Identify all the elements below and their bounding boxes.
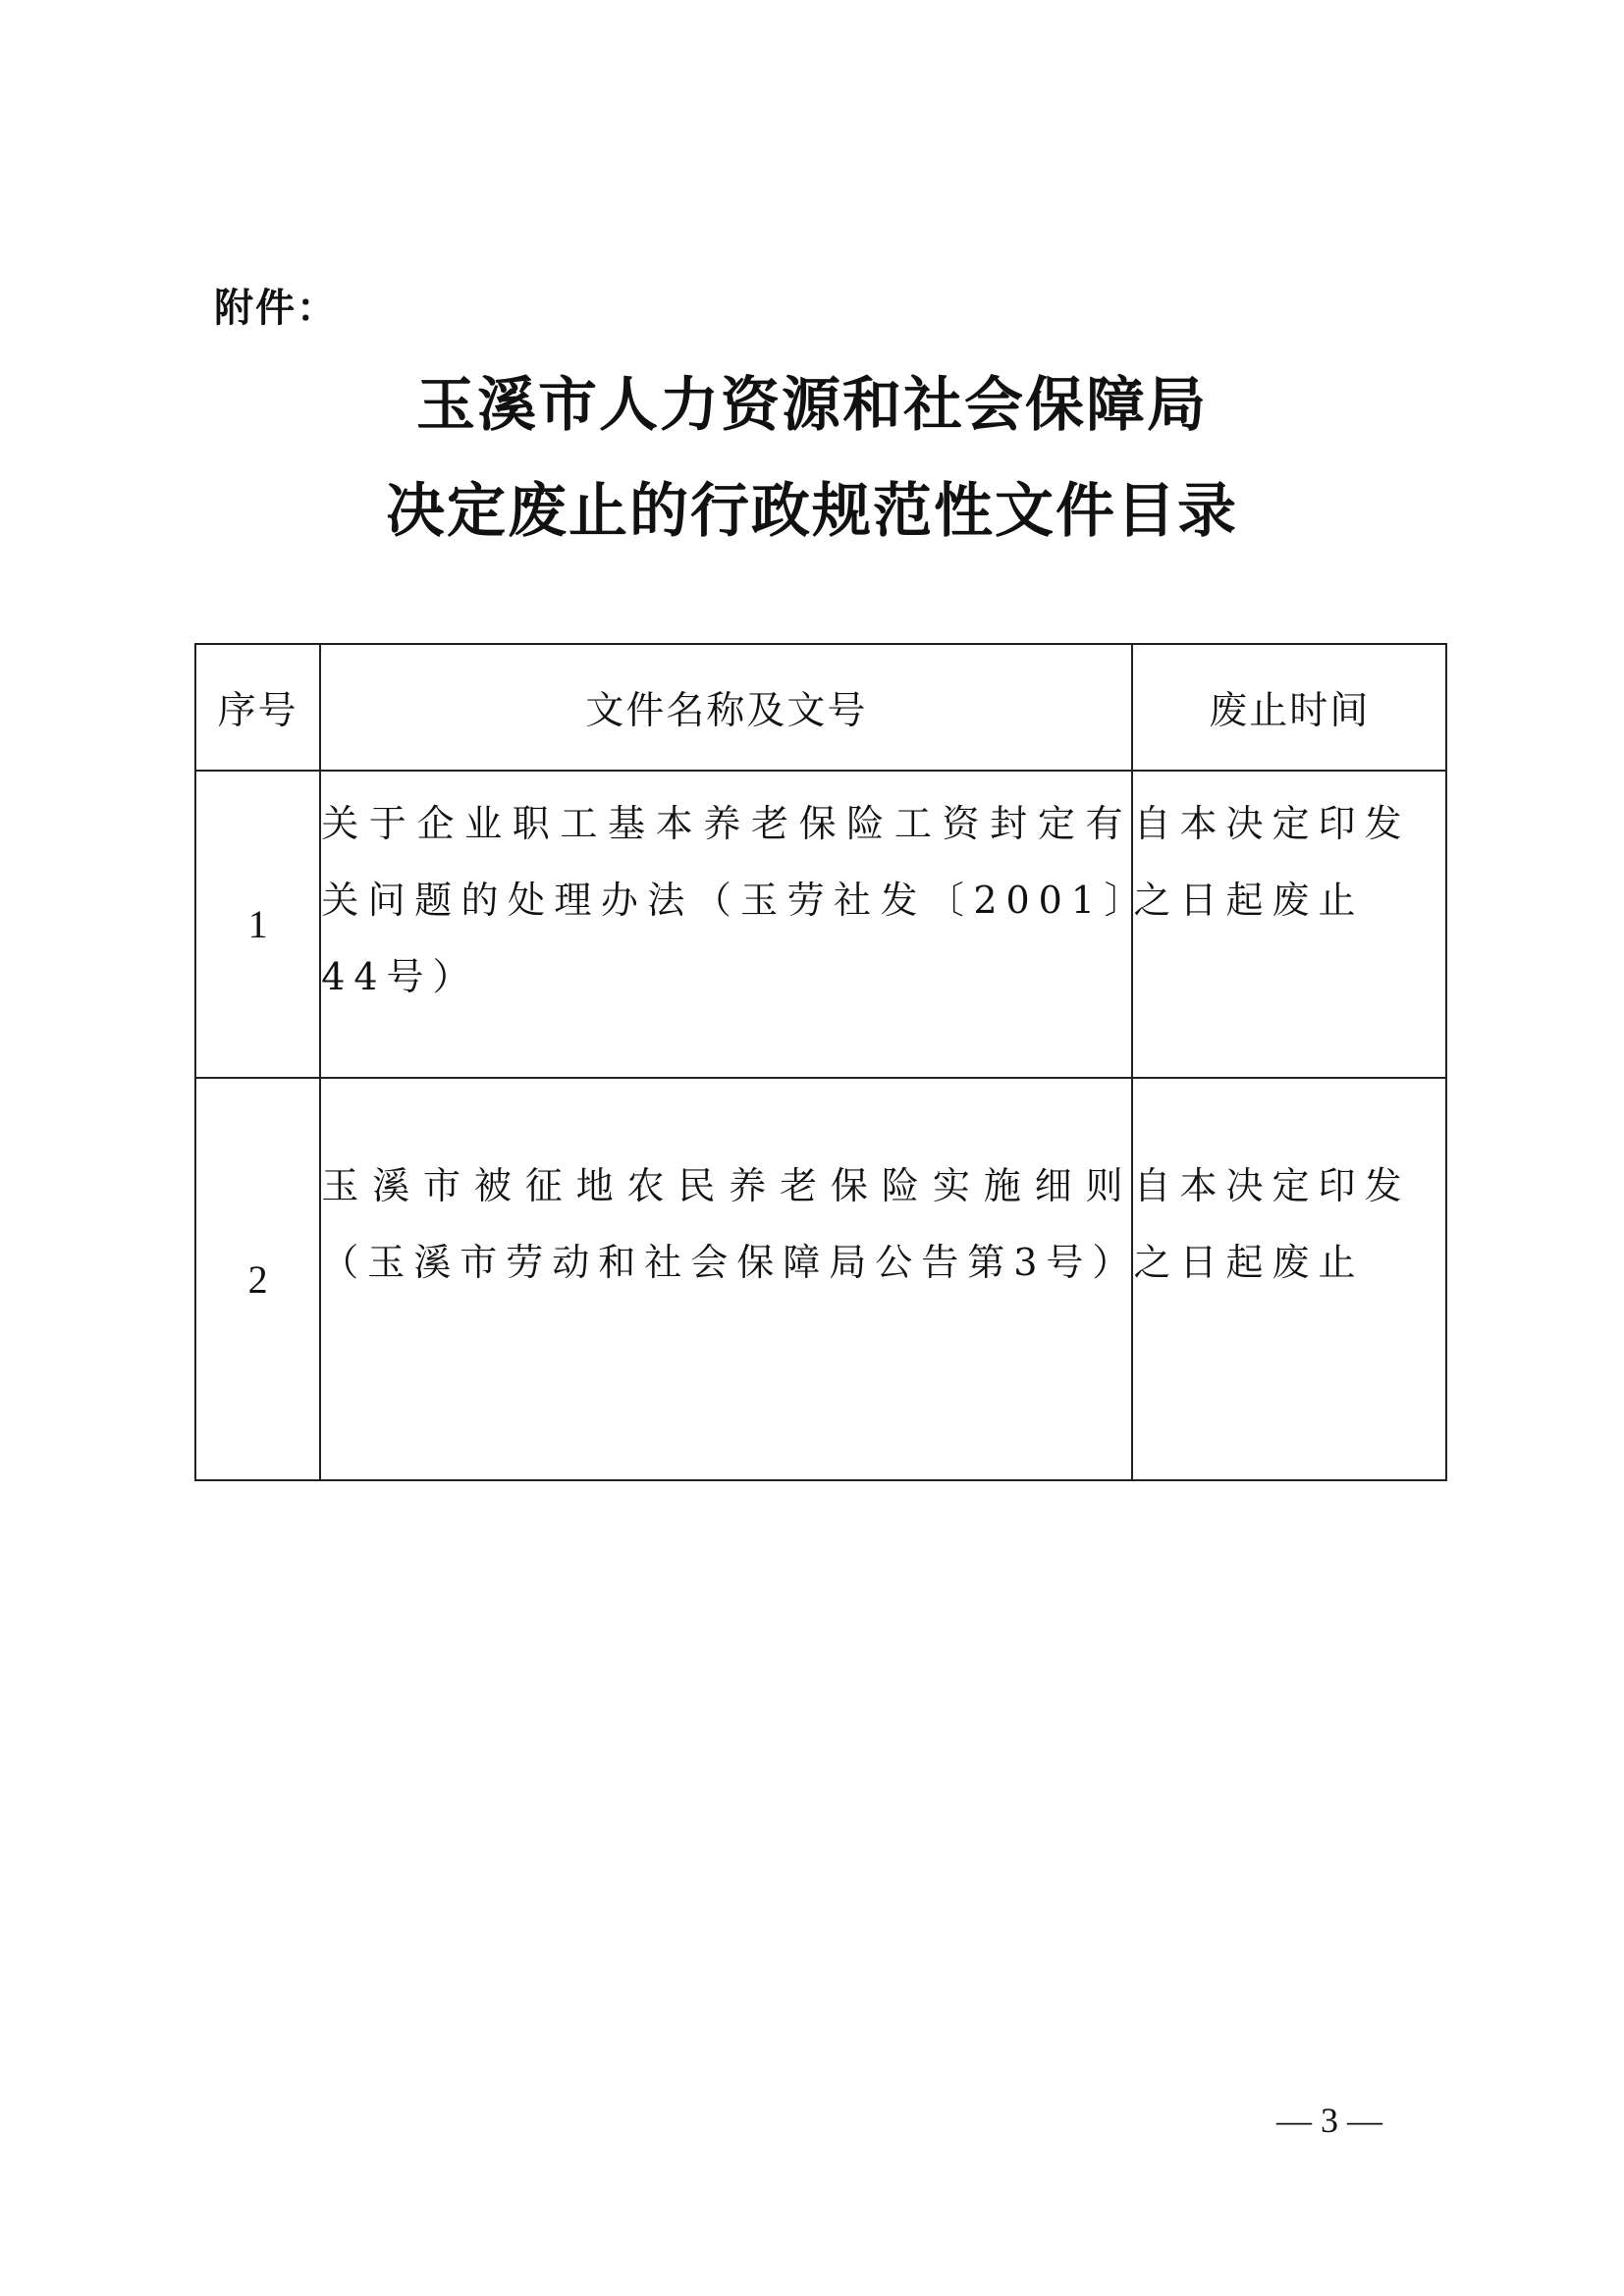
table-header-row [195, 644, 1446, 771]
row-repeal-time: 自本决定印发之日起废止 [1132, 1078, 1446, 1480]
row-repeal-time: 自本决定印发之日起废止 [1132, 771, 1446, 1078]
page-number: — 3 — [1276, 2101, 1382, 2140]
header-seq: 序号 [195, 644, 320, 771]
row-document-name: 玉溪市被征地农民养老保险实施细则（玉溪市劳动和社会保障局公告第3号） [320, 1078, 1132, 1480]
row-document-name: 关于企业职工基本养老保险工资封定有关问题的处理办法（玉劳社发〔2001〕44号） [320, 771, 1132, 1078]
row-seq: 1 [195, 771, 320, 1078]
header-time: 废止时间 [1132, 644, 1446, 771]
header-name: 文件名称及文号 [320, 644, 1132, 771]
table-row [195, 1078, 1446, 1480]
table-row [195, 771, 1446, 1078]
row-seq: 2 [195, 1078, 320, 1480]
repealed-documents-table [194, 643, 1447, 1481]
document-title-line-1: 玉溪市人力资源和社会保障局 [416, 371, 1208, 440]
attachment-label: 附件： [214, 286, 338, 331]
document-title-line-2: 决定废止的行政规范性文件目录 [386, 477, 1238, 546]
